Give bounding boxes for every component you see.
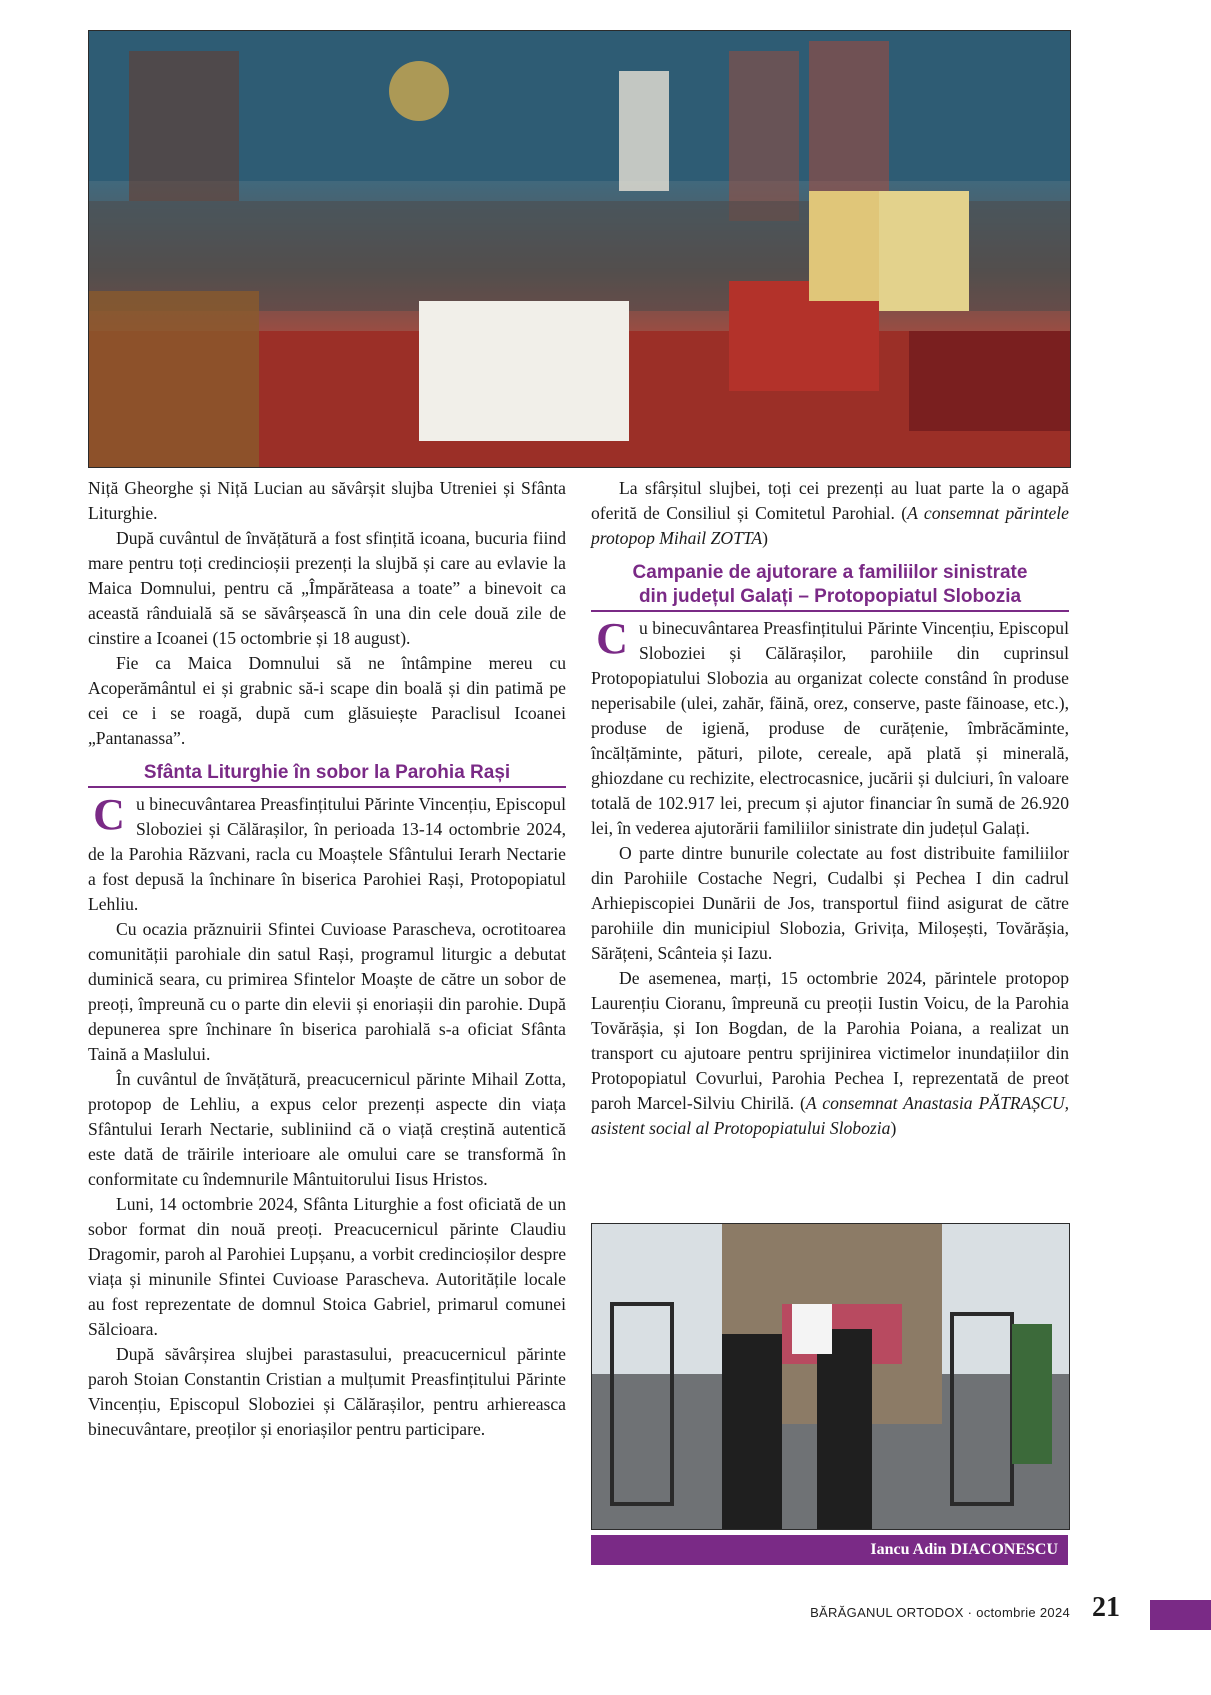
- paragraph: Luni, 14 octombrie 2024, Sfânta Liturghie a fost oficiată de un sobor format din nouă preoți. Preacucernicul părinte Claudiu Dragomir, paroh al Parohiei Lupșanu, a vorbit credincioșilor despre viața și minunile Sfintei Cuvioase Parascheva. Autoritățile locale au fost reprezentate de domnul Stoica Gabriel, primarul comunei Sălcioara.: [88, 1194, 566, 1339]
- section-heading-line: Campanie de ajutorare a familiilor sinistrate: [632, 562, 1028, 583]
- aid-transport-photo: [591, 1223, 1070, 1530]
- paragraph-text: De asemenea, marți, 15 octombrie 2024, părintele protopop Laurențiu Cioranu, împreună cu preoții Iustin Voicu, de la Parohia Tovărășia, și Ion Bogdan, de la Parohia Poiana, a realizat un transport cu ajutoare pentru sprijinirea victimelor inundațiilor din Protopopiatul Covurlui, Parohia Pechea I, reprezentată de preot paroh Marcel-Silviu Chirilă. (: [591, 968, 1069, 1113]
- aid-transport-illustration: [592, 1224, 1069, 1529]
- page-number: 21: [1092, 1592, 1120, 1623]
- paragraph-with-dropcap: [591, 616, 1069, 841]
- paragraph-text: u binecuvântarea Preasfințitului Părinte Vincențiu, Episcopul Sloboziei și Călărașilor, în perioada 13-14 octombrie 2024, de la Parohia Răzvani, racla cu Moaștele Sfântului Ierarh Nectarie a fost depusă la închinare în biserica Parohiei Rași, Protopopiatul Lehliu.: [88, 794, 566, 914]
- paragraph: După cuvântul de învățătură a fost sfințită icoana, bucuria fiind mare pentru toți credincioșii prezenți la slujbă și care au evlavie la Maica Domnului, pentru că „Împărăteasa a toate” a binevoit ca această rânduială să se săvârșească în una din cele două zile de cinstire a Icoanei (15 octombrie și 18 august).: [88, 528, 566, 648]
- paragraph: Cu ocazia prăznuirii Sfintei Cuvioase Parascheva, ocrotitoarea comunității parohiale din satul Rași, programul liturgic a debutat duminică seara, cu primirea Sfintelor Moaște de către un sobor de preoți, împreună cu o parte din elevii și enoriașii din parohie. După depunerea spre închinare în biserica parohială s-a oficiat Sfânta Taină a Maslului.: [88, 919, 566, 1064]
- left-column: [88, 476, 566, 1442]
- dropcap-letter: C: [93, 790, 125, 839]
- paragraph-text: ): [762, 528, 768, 548]
- author-note: A consemnat părintele protopop Mihail ZOTTA: [591, 503, 1069, 548]
- paragraph: În cuvântul de învățătură, preacucernicul părinte Mihail Zotta, protopop de Lehliu, a expus celor prezenți aspecte din viața Sfântului Ierarh Nectarie, subliniind că o viață creștină autentică este dată de trăirile interioare ale omului care se transformă în conformitate cu îndemnurile Mântuitorului Iisus Hristos.: [88, 1069, 566, 1189]
- paragraph: [591, 966, 1069, 1141]
- church-interior-photo: [88, 30, 1071, 468]
- paragraph: Niță Gheorghe și Niță Lucian au săvârșit slujba Utreniei și Sfânta Liturghie.: [88, 478, 566, 523]
- paragraph-text: ): [890, 1118, 897, 1138]
- church-interior-illustration: [89, 31, 1070, 467]
- dropcap-letter: C: [596, 614, 628, 663]
- section-heading: [591, 561, 1069, 612]
- paragraph: După săvârșirea slujbei parastasului, preacucernicul părinte paroh Stoian Constantin Cristian a mulțumit Preasfințitului Părinte Vincențiu, Episcopul Sloboziei și Călărașilor, pentru arhiereasca binecuvântare, preoților și enoriașilor pentru participare.: [88, 1344, 566, 1439]
- author-note: A consemnat Anastasia PĂTRAȘCU, asistent social al Protopopiatului Slobozia: [591, 1093, 1069, 1138]
- section-heading: Sfânta Liturghie în sobor la Parohia Rași: [88, 761, 566, 788]
- photo-credit: Iancu Adin DIACONESCU: [591, 1535, 1068, 1565]
- right-column: [591, 476, 1069, 1141]
- paragraph: Fie ca Maica Domnului să ne întâmpine mereu cu Acoperământul ei și grabnic să-i scape din boală și din patimă pe cei ce i se roagă, după cum glăsuiește Paraclisul Icoanei „Pantanassa”.: [88, 653, 566, 748]
- paragraph-text: u binecuvântarea Preasfințitului Părinte Vincențiu, Episcopul Sloboziei și Călărașilor, parohiile din cuprinsul Protopopiatului Slobozia au organizat colecte constând în produse neperisabile (ulei, zahăr, făină, orez, conserve, paste făinoase, etc.), produse de igienă, produse de curățenie, îmbrăcăminte, încălțăminte, pături, pilote, cereale, apă plată și minerală, ghiozdane cu rechizite, electrocasnice, jucării și dulciuri, în valoare totală de 102.917 lei, precum și ajutor financiar în sumă de 26.920 lei, în vederea ajutorării familiilor sinistrate din județul Galați.: [591, 618, 1069, 838]
- publication-footer: BĂRĂGANUL ORTODOX · octombrie 2024: [810, 1605, 1070, 1620]
- section-heading-line: din județul Galați – Protopopiatul Slobozia: [638, 586, 1022, 607]
- paragraph-with-dropcap: [88, 792, 566, 917]
- footer-accent-tab: [1150, 1600, 1211, 1630]
- paragraph-text: La sfârșitul slujbei, toți cei prezenți au luat parte la o agapă oferită de Consiliul și Comitetul Parohial. (: [591, 478, 1069, 523]
- paragraph: [591, 476, 1069, 551]
- paragraph: O parte dintre bunurile colectate au fost distribuite familiilor din Parohiile Costache Negri, Cudalbi și Pechea I din cadrul Arhiepiscopiei Dunării de Jos, transportul fiind asigurat de către parohiile din municipiul Slobozia, Grivița, Miloșești, Tovărășia, Sărățeni, Scânteia și Iazu.: [591, 843, 1069, 963]
